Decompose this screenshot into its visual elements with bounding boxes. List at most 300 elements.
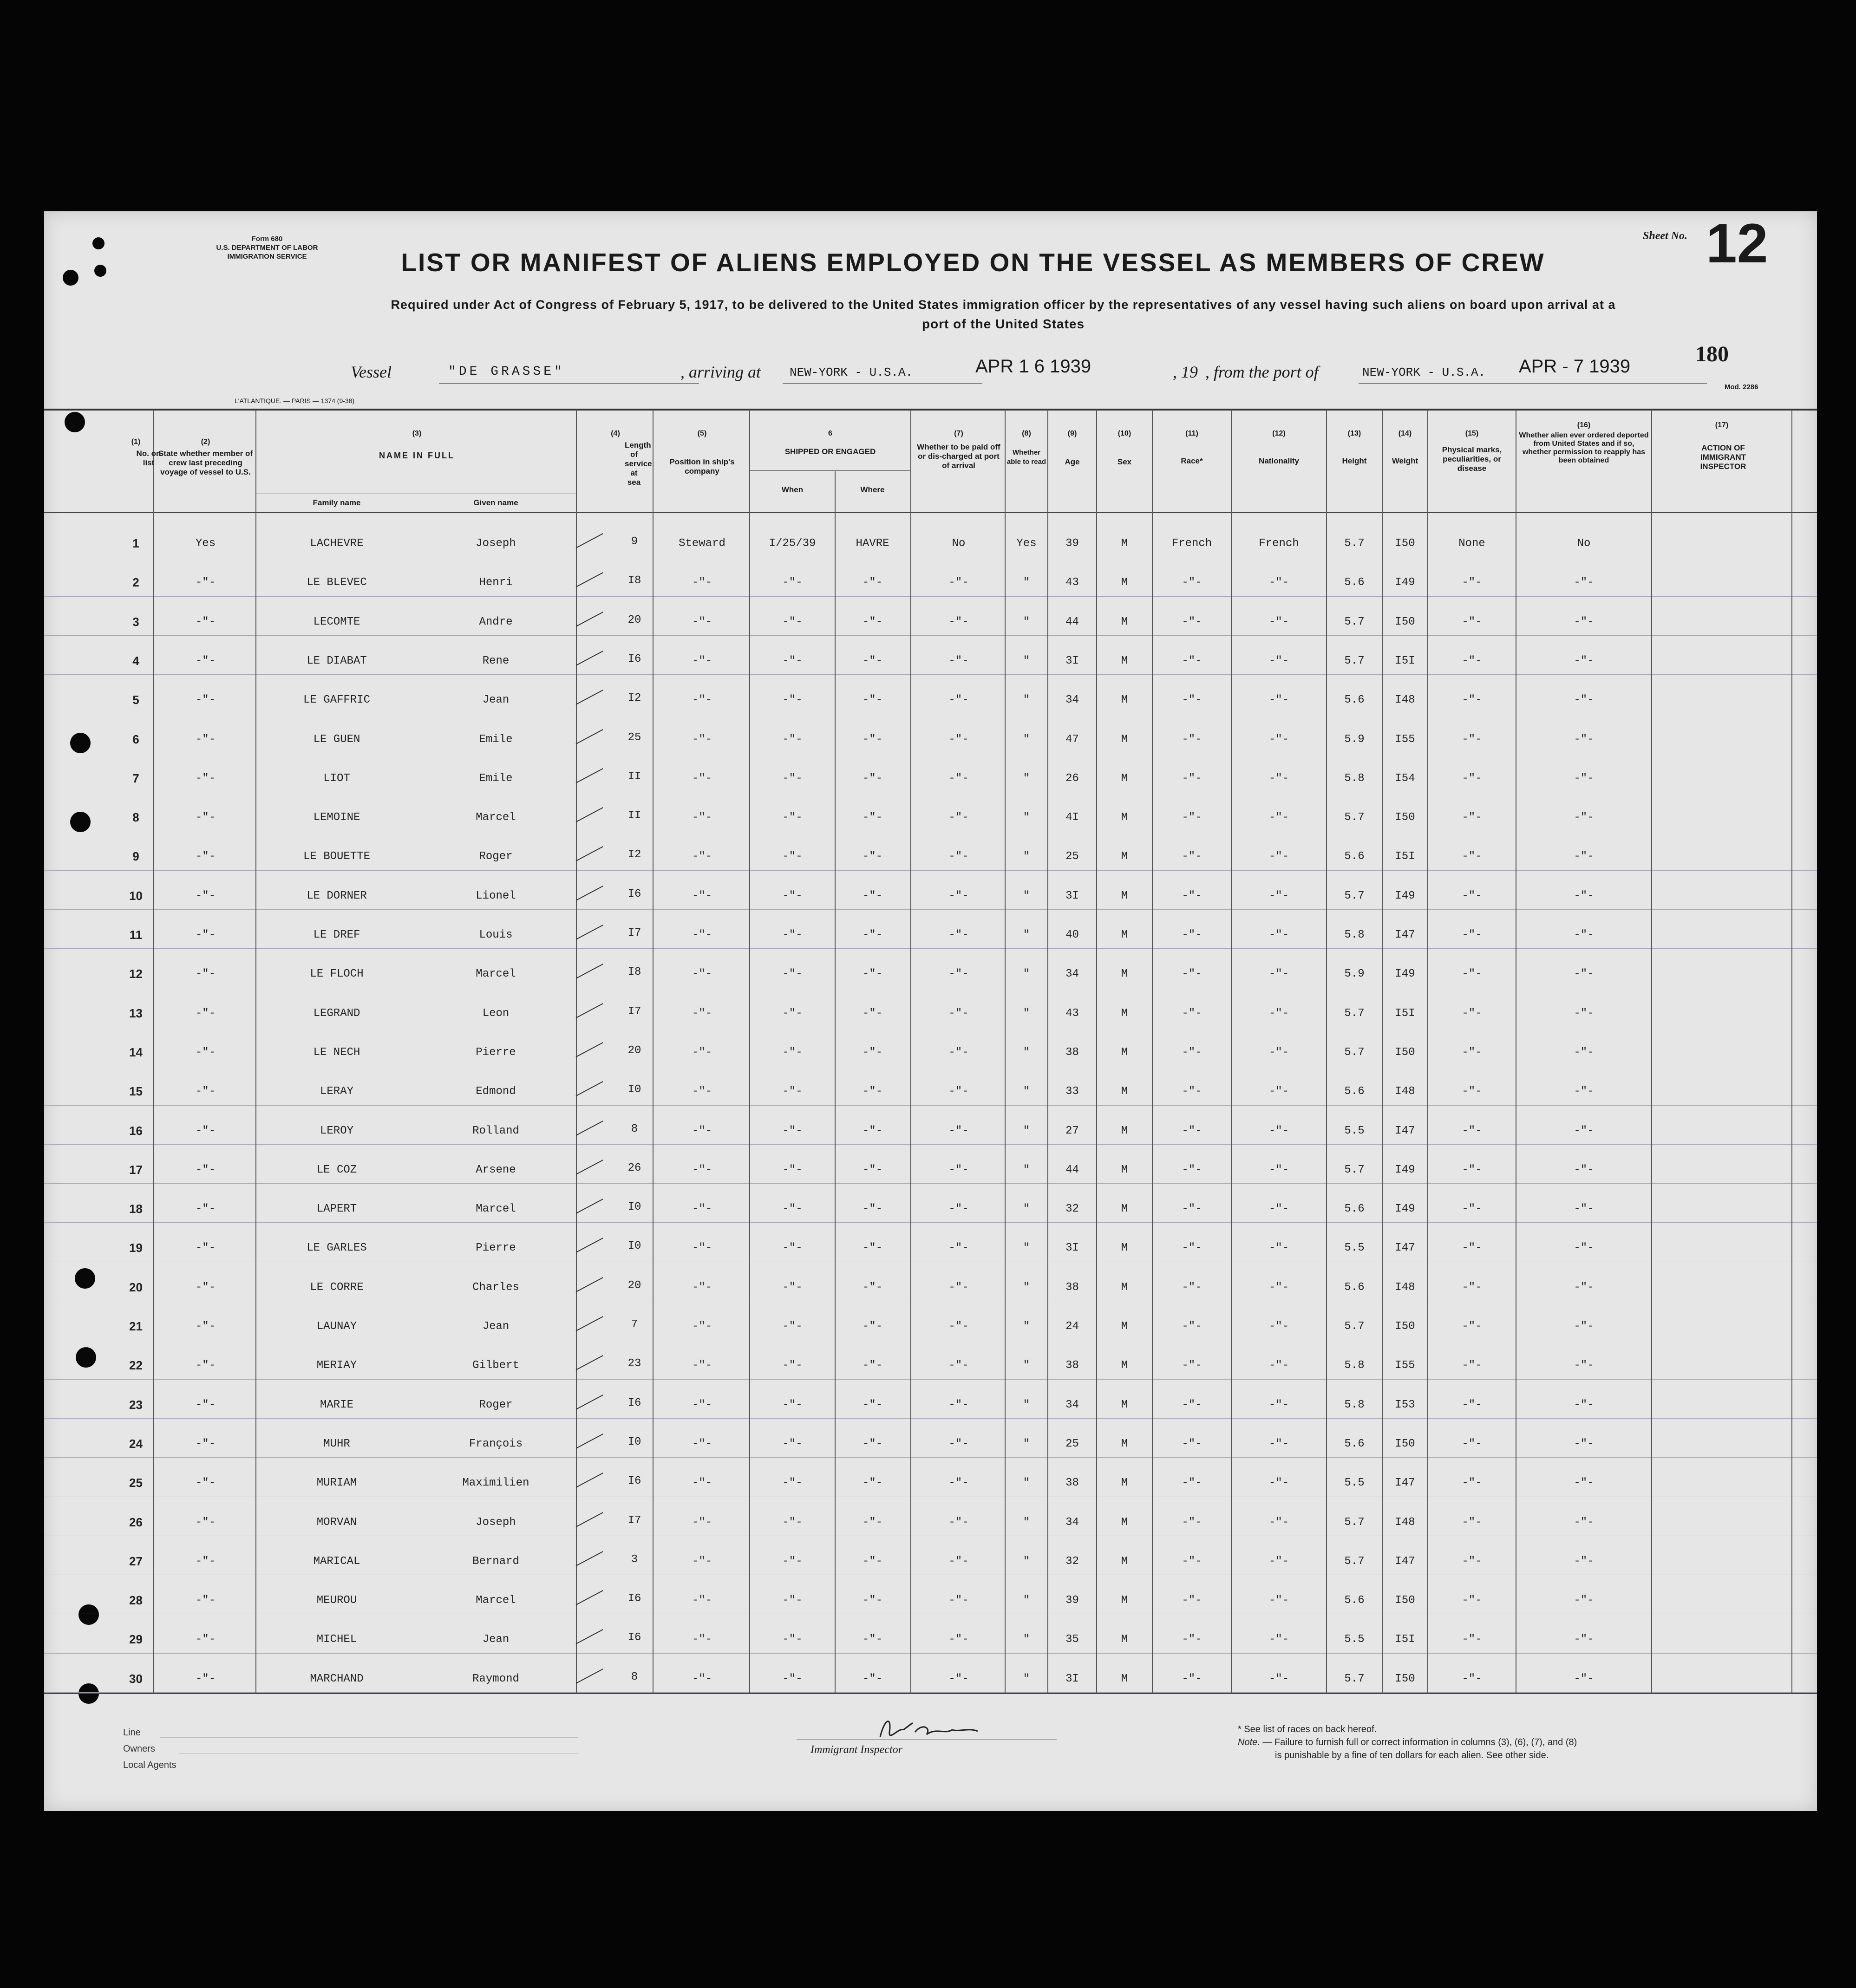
weight-cell: I50 [1395,615,1415,628]
deported-cell: -"- [1574,694,1594,707]
paid-off-cell: -"- [948,811,969,824]
prev-voyage-cell: -"- [195,1516,216,1529]
row-rule [44,635,1817,636]
row-number: 15 [129,1084,143,1099]
deported-cell: -"- [1574,850,1594,863]
nationality-cell: -"- [1268,889,1289,902]
family-name-cell: MURIAM [316,1477,357,1490]
paid-off-cell: -"- [948,889,969,902]
shipped-when-cell: -"- [782,1320,803,1333]
col10-header: Sex [1117,457,1132,466]
service-length-cell: I8 [627,966,641,979]
physical-marks-cell: -"- [1462,968,1482,981]
line-label: Line [123,1727,141,1738]
deported-cell: -"- [1574,1398,1594,1411]
physical-marks-cell: -"- [1462,1633,1482,1646]
note-line [1238,1736,1772,1749]
height-cell: 5.7 [1344,889,1365,902]
shipped-when-cell: -"- [782,1398,803,1411]
row-rule [44,1144,1817,1145]
shipped-when-cell: -"- [782,929,803,941]
weight-cell: I50 [1395,1437,1415,1450]
given-name-cell: Emile [479,733,513,746]
sex-cell: M [1121,1633,1128,1646]
shipped-where-cell: -"- [862,772,883,785]
height-cell: 5.6 [1344,576,1365,589]
shipped-when-cell: -"- [782,694,803,707]
race-cell: -"- [1182,694,1202,707]
race-cell: -"- [1182,889,1202,902]
family-name-cell: MARICAL [313,1555,360,1568]
service-length-cell: I2 [627,848,641,861]
deported-cell: -"- [1574,929,1594,941]
prev-voyage-cell: -"- [195,694,216,707]
column-divider [1791,410,1792,1694]
col6-where-header: Where [860,485,885,494]
shipped-when-cell: I/25/39 [769,537,816,550]
deported-cell: -"- [1574,1359,1594,1372]
position-cell: -"- [692,1594,712,1607]
check-mark [576,1355,603,1370]
department-name: U.S. DEPARTMENT OF LABOR [216,244,318,252]
able-to-read-cell: " [1023,850,1030,863]
race-cell: -"- [1182,733,1202,746]
paid-off-cell: -"- [948,1163,969,1176]
nationality-cell: -"- [1268,1007,1289,1020]
shipped-when-cell: -"- [782,1203,803,1216]
given-name-cell: Raymond [472,1672,519,1685]
nationality-cell: -"- [1268,733,1289,746]
family-name-cell: LEMOINE [313,811,360,824]
given-name-cell: François [469,1437,523,1450]
family-name-cell: LE DREF [313,929,360,941]
shipped-when-cell: -"- [782,968,803,981]
subtitle-line1: Required under Act of Congress of February 5, 1917, to be delivered to the United States immigration officer by the representatives of any vessel having such aliens on board upon arrival at a [391,298,1616,312]
age-cell: 38 [1065,1046,1079,1059]
race-cell: -"- [1182,1085,1202,1098]
race-cell: -"- [1182,1163,1202,1176]
prev-voyage-cell: -"- [195,1555,216,1568]
row-number: 29 [129,1632,143,1647]
able-to-read-cell: " [1023,1124,1030,1137]
col5-number: (5) [697,430,707,437]
col15-header: Physical marks, peculiarities, or disease [1442,445,1502,473]
service-length-cell: I8 [627,574,641,587]
height-cell: 5.7 [1344,615,1365,628]
given-name-cell: Louis [479,929,513,941]
given-name-cell: Arsene [476,1163,516,1176]
sex-cell: M [1121,1085,1128,1098]
family-name-cell: LEGRAND [313,1007,360,1020]
deported-cell: -"- [1574,654,1594,667]
deported-cell: -"- [1574,1477,1594,1490]
row-number: 16 [129,1123,143,1138]
col11-header: Race* [1181,456,1203,465]
nationality-cell: -"- [1268,1594,1289,1607]
given-name-cell: Marcel [476,1594,516,1607]
able-to-read-cell: " [1023,1242,1030,1255]
weight-cell: I47 [1395,1477,1415,1490]
able-to-read-cell: " [1023,1007,1030,1020]
prev-voyage-cell: -"- [195,615,216,628]
physical-marks-cell: -"- [1462,1242,1482,1255]
nationality-cell: -"- [1268,694,1289,707]
col10-number: (10) [1118,430,1131,437]
col9-number: (9) [1067,430,1077,437]
from-port-label: , from the port of [1205,363,1319,381]
given-name-cell: Marcel [476,1203,516,1216]
able-to-read-cell: " [1023,1203,1030,1216]
race-cell: -"- [1182,929,1202,941]
col17-header: ACTION OF IMMIGRANT INSPECTOR [1700,443,1746,471]
physical-marks-cell: -"- [1462,1320,1482,1333]
sex-cell: M [1121,929,1128,941]
row-number: 5 [132,693,139,707]
shipped-where-cell: -"- [862,1633,883,1646]
sex-cell: M [1121,615,1128,628]
race-cell: -"- [1182,1437,1202,1450]
sex-cell: M [1121,1398,1128,1411]
paid-off-cell: -"- [948,772,969,785]
paid-off-cell: -"- [948,929,969,941]
sex-cell: M [1121,733,1128,746]
family-name-cell: MEUROU [316,1594,357,1607]
family-name-cell: MICHEL [316,1633,357,1646]
race-cell: -"- [1182,576,1202,589]
position-cell: -"- [692,1203,712,1216]
able-to-read-cell: " [1023,654,1030,667]
race-cell: -"- [1182,654,1202,667]
form-number: Form 680 [251,235,283,243]
row-number: 12 [129,967,143,981]
prev-voyage-cell: -"- [195,1007,216,1020]
able-to-read-cell: " [1023,733,1030,746]
row-number: 3 [132,614,139,629]
nationality-cell: -"- [1268,1477,1289,1490]
deported-cell: -"- [1574,615,1594,628]
shipped-when-cell: -"- [782,889,803,902]
family-name-cell: LE DORNER [307,889,367,902]
weight-cell: I50 [1395,537,1415,550]
age-cell: 44 [1065,1163,1079,1176]
shipped-when-cell: -"- [782,811,803,824]
row-number: 25 [129,1476,143,1490]
prev-voyage-cell: -"- [195,1437,216,1450]
paid-off-cell: -"- [948,1046,969,1059]
check-mark [576,964,603,979]
shipped-where-cell: -"- [862,1085,883,1098]
height-cell: 5.9 [1344,968,1365,981]
sex-cell: M [1121,1594,1128,1607]
punch-hole [70,733,91,753]
row-rule [44,596,1817,597]
deported-cell: -"- [1574,772,1594,785]
position-cell: -"- [692,1516,712,1529]
deported-cell: -"- [1574,1085,1594,1098]
age-cell: 34 [1065,1516,1079,1529]
service-length-cell: 26 [627,1161,641,1174]
position-cell: -"- [692,1007,712,1020]
family-name-cell: LERAY [320,1085,353,1098]
family-name-cell: MARCHAND [310,1672,364,1685]
age-cell: 43 [1065,1007,1079,1020]
nationality-cell: -"- [1268,654,1289,667]
weight-cell: I55 [1395,733,1415,746]
prev-voyage-cell: Yes [195,537,216,550]
age-cell: 25 [1065,850,1079,863]
arriving-label: , arriving at [680,363,761,381]
check-mark [576,1434,603,1449]
paid-off-cell: -"- [948,968,969,981]
row-rule [44,1222,1817,1223]
weight-cell: I49 [1395,889,1415,902]
check-mark [576,768,603,783]
family-name-cell: LAPERT [316,1203,357,1216]
row-number: 24 [129,1436,143,1451]
age-cell: 3I [1065,654,1079,667]
service-length-cell: I6 [627,652,641,665]
age-cell: 3I [1065,1242,1079,1255]
height-cell: 5.6 [1344,1437,1365,1450]
deported-cell: No [1577,537,1591,550]
underline [783,383,982,384]
weight-cell: I47 [1395,1555,1415,1568]
age-cell: 3I [1065,889,1079,902]
physical-marks-cell: -"- [1462,772,1482,785]
owners-label: Owners [123,1744,155,1754]
physical-marks-cell: -"- [1462,576,1482,589]
race-cell: -"- [1182,1672,1202,1685]
service-length-cell: I6 [627,1631,641,1644]
position-cell: -"- [692,1320,712,1333]
check-mark [576,1042,603,1057]
shipped-where-cell: -"- [862,694,883,707]
nationality-cell: -"- [1268,1320,1289,1333]
age-cell: 26 [1065,772,1079,785]
race-cell: -"- [1182,1398,1202,1411]
paid-off-cell: -"- [948,654,969,667]
age-cell: 33 [1065,1085,1079,1098]
weight-cell: I50 [1395,1320,1415,1333]
nationality-cell: -"- [1268,1672,1289,1685]
column-divider [576,410,577,1694]
weight-cell: I5I [1395,1633,1415,1646]
shipped-where-cell: -"- [862,1281,883,1294]
service-length-cell: I0 [627,1240,641,1253]
nationality-cell: -"- [1268,576,1289,589]
physical-marks-cell: -"- [1462,733,1482,746]
prev-voyage-cell: -"- [195,889,216,902]
arriving-port: NEW-YORK - U.S.A. [790,365,913,379]
able-to-read-cell: Yes [1016,537,1037,550]
height-cell: 5.7 [1344,1320,1365,1333]
nationality-cell: French [1259,537,1299,550]
paid-off-cell: -"- [948,1320,969,1333]
row-number: 17 [129,1162,143,1177]
row-rule [44,1183,1817,1184]
row-number: 7 [132,771,139,785]
deported-cell: -"- [1574,576,1594,589]
position-cell: -"- [692,654,712,667]
paid-off-cell: -"- [948,1359,969,1372]
race-cell: -"- [1182,968,1202,981]
sex-cell: M [1121,654,1128,667]
age-cell: 34 [1065,968,1079,981]
service-length-cell: 23 [627,1357,641,1370]
check-mark [576,690,603,705]
prev-voyage-cell: -"- [195,1633,216,1646]
given-name-cell: Joseph [476,1516,516,1529]
col12-number: (12) [1272,430,1286,437]
col3-number: (3) [412,430,422,437]
deported-cell: -"- [1574,1437,1594,1450]
service-length-cell: I2 [627,692,641,705]
given-name-cell: Pierre [476,1046,516,1059]
row-rule [44,1379,1817,1380]
able-to-read-cell: " [1023,1437,1030,1450]
column-divider [910,410,911,1694]
height-cell: 5.6 [1344,1203,1365,1216]
physical-marks-cell: -"- [1462,1007,1482,1020]
position-cell: -"- [692,1477,712,1490]
check-mark [576,1551,603,1566]
row-number: 6 [132,732,139,746]
check-mark [576,729,603,744]
paid-off-cell: -"- [948,1124,969,1137]
weight-cell: I48 [1395,1085,1415,1098]
punch-hole [94,265,106,277]
physical-marks-cell: -"- [1462,850,1482,863]
able-to-read-cell: " [1023,576,1030,589]
able-to-read-cell: " [1023,1085,1030,1098]
vessel-name: "DE GRASSE" [448,365,565,379]
check-mark [576,1473,603,1488]
shipped-where-cell: -"- [862,733,883,746]
service-length-cell: II [627,770,641,783]
row-number: 11 [129,928,143,942]
age-cell: 32 [1065,1555,1079,1568]
able-to-read-cell: " [1023,1477,1030,1490]
shipped-when-cell: -"- [782,1437,803,1450]
deported-cell: -"- [1574,1046,1594,1059]
service-length-cell: I7 [627,927,641,939]
physical-marks-cell: -"- [1462,1203,1482,1216]
given-name-cell: Joseph [476,537,516,550]
age-cell: 38 [1065,1477,1079,1490]
given-name-cell: Lionel [476,889,516,902]
col7-header: Whether to be paid off or dis-charged at port of arrival [917,443,1000,470]
position-cell: -"- [692,1672,712,1685]
race-cell: -"- [1182,1477,1202,1490]
weight-cell: I50 [1395,811,1415,824]
weight-cell: I49 [1395,1163,1415,1176]
col6-number: 6 [828,430,832,437]
family-name-header: Family name [313,498,361,507]
service-length-cell: I6 [627,887,641,900]
shipped-when-cell: -"- [782,1046,803,1059]
able-to-read-cell: " [1023,1398,1030,1411]
able-to-read-cell: " [1023,694,1030,707]
age-cell: 43 [1065,576,1079,589]
sex-cell: M [1121,1437,1128,1450]
shipped-where-cell: -"- [862,1555,883,1568]
able-to-read-cell: " [1023,1672,1030,1685]
check-mark [576,1121,603,1136]
nationality-cell: -"- [1268,1555,1289,1568]
sex-cell: M [1121,1203,1128,1216]
punch-hole [76,1347,96,1368]
col13-number: (13) [1347,430,1361,437]
check-mark [576,1395,603,1410]
sex-cell: M [1121,1320,1128,1333]
deported-cell: -"- [1574,1007,1594,1020]
family-name-cell: LE GARLES [307,1242,367,1255]
col2-header: State whether member of crew last preceding voyage of vessel to U.S. [158,449,253,476]
sex-cell: M [1121,537,1128,550]
page-reference: 180 [1695,342,1729,366]
able-to-read-cell: " [1023,1516,1030,1529]
nationality-cell: -"- [1268,929,1289,941]
height-cell: 5.7 [1344,1007,1365,1020]
physical-marks-cell: None [1458,537,1485,550]
height-cell: 5.5 [1344,1242,1365,1255]
physical-marks-cell: -"- [1462,654,1482,667]
col4-header: Length of service at sea [625,441,652,487]
family-name-cell: LAUNAY [316,1320,357,1333]
shipped-where-cell: -"- [862,1007,883,1020]
punch-hole [63,270,78,286]
row-rule [44,909,1817,910]
able-to-read-cell: " [1023,811,1030,824]
race-cell: -"- [1182,1359,1202,1372]
punch-hole [70,812,91,832]
height-cell: 5.6 [1344,1281,1365,1294]
row-number: 9 [132,849,139,864]
sex-cell: M [1121,1281,1128,1294]
weight-cell: I5I [1395,1007,1415,1020]
shipped-where-cell: -"- [862,1242,883,1255]
nationality-cell: -"- [1268,811,1289,824]
family-name-cell: MORVAN [316,1516,357,1529]
service-length-cell: 20 [627,1279,641,1292]
position-cell: -"- [692,811,712,824]
shipped-where-cell: -"- [862,850,883,863]
col12-header: Nationality [1259,456,1299,465]
physical-marks-cell: -"- [1462,1163,1482,1176]
able-to-read-cell: " [1023,1046,1030,1059]
row-number: 19 [129,1241,143,1255]
physical-marks-cell: -"- [1462,1477,1482,1490]
row-number: 18 [129,1202,143,1216]
row-number: 20 [129,1280,143,1294]
able-to-read-cell: " [1023,968,1030,981]
given-name-cell: Roger [479,1398,513,1411]
shipped-when-cell: -"- [782,615,803,628]
race-cell: -"- [1182,615,1202,628]
shipped-where-cell: -"- [862,1320,883,1333]
age-cell: 40 [1065,929,1079,941]
prev-voyage-cell: -"- [195,1281,216,1294]
shipped-where-cell: -"- [862,929,883,941]
paid-off-cell: -"- [948,694,969,707]
position-cell: -"- [692,1437,712,1450]
height-cell: 5.8 [1344,1398,1365,1411]
weight-cell: I48 [1395,1281,1415,1294]
deported-cell: -"- [1574,1672,1594,1685]
shipped-where-cell: HAVRE [856,537,889,550]
col14-header: Weight [1392,456,1418,465]
paid-off-cell: -"- [948,1281,969,1294]
